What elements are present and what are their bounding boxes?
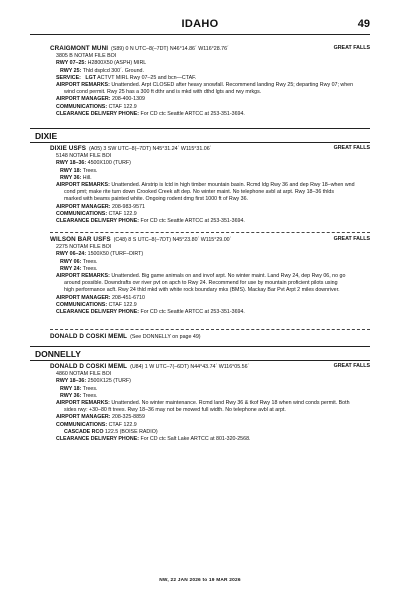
comm-label: COMMUNICATIONS:: [56, 301, 108, 308]
comm-text: CTAF 122.9: [108, 301, 137, 308]
elevation-notam: 4860 NOTAM FILE BOI: [56, 371, 112, 378]
remarks-text-cont: around possible. Downdrafts ovr river pvt on apch to Rwy 24. Recommend for use by mountain proficient pilots using: [64, 280, 338, 287]
remarks-text-cont: high performance acft. Rwy 24 thld mkd with white rock boundary mks (BMS). Mackay Bar Pvt Arpt 2 miles downriver.: [64, 287, 340, 294]
runway-end-label: RWY 24:: [60, 265, 82, 272]
entry-separator: [50, 329, 370, 330]
manager-phone: 208-451-6710: [111, 294, 145, 301]
region-label: GREAT FALLS: [333, 145, 370, 151]
elevation-notam: 2275 NOTAM FILE BOI: [56, 244, 112, 251]
service-sub-label: LGT: [85, 74, 96, 81]
remarks-text-cont: sides rwy: +30–80 ft trees. Rwy 18–36 may not be mowed full width. No telephone avbl at arpt.: [64, 407, 286, 414]
clearance-label: CLEARANCE DELIVERY PHONE:: [56, 436, 139, 443]
airport-info: (A05) 3 SW UTC–8(–7DT) N45°31.24´ W115°31.06´: [88, 146, 212, 152]
header-rule: [30, 34, 370, 35]
page-number: 49: [357, 18, 370, 30]
state-title: IDAHO: [181, 18, 219, 30]
runway-end-label: RWY 18:: [60, 385, 82, 392]
airport-name: DONALD D COSKI MEML: [50, 363, 128, 370]
clearance-text: For CD ctc Salt Lake ARTCC at 801-320-2568.: [140, 436, 251, 443]
comm-label: COMMUNICATIONS:: [56, 210, 108, 217]
clearance-label: CLEARANCE DELIVERY PHONE:: [56, 110, 139, 117]
entry-separator: [50, 232, 370, 233]
section-title-dixie: DIXIE: [35, 131, 58, 141]
cross-reference: [50, 333, 201, 340]
runway-text: 1500X50 (TURF–DIRT): [87, 251, 144, 258]
runway-text: H2800X50 (ASPH) MIRL: [87, 60, 147, 67]
section-rule: [30, 142, 370, 143]
xref-link[interactable]: (See DONNELLY on page 49): [130, 334, 201, 340]
runway-label: RWY 18–36:: [56, 160, 87, 167]
runway-end-label: RWY 18:: [60, 167, 82, 174]
service-text: ACTVT MIRL Rwy 07–25 and bcn—CTAF.: [97, 74, 197, 81]
runway-label: RWY 18–36:: [56, 378, 87, 385]
section-rule: [30, 360, 370, 361]
clearance-text: For CD ctc Seattle ARTCC at 253-351-3694.: [140, 309, 245, 316]
comm-label: COMMUNICATIONS:: [56, 421, 108, 428]
elevation-notam: 3805 B NOTAM FILE BOI: [56, 53, 117, 60]
section-title-donnelly: DONNELLY: [35, 349, 81, 359]
remarks-text-cont: wind cond permit. Rwy 25 has a 300 ft dthr and is mkd with dthd lgts and rwy mrkgs.: [64, 89, 262, 96]
airport-info: (C48) 8 S UTC–8(–7DT) N45°23.80´ W115°29.00´: [113, 237, 232, 243]
runway-end-text: Trees.: [82, 258, 98, 265]
section-rule: [30, 128, 370, 129]
runway-end-text: Thld dsplcd 300´. Ground.: [82, 67, 144, 74]
remarks-text-cont: cond pmt; make rite turn down Crooked Creek aft dep. No winter maint. No telephone avbl at arpt. Rwy 18–36 thlds: [64, 189, 334, 196]
runway-label: RWY 07–25:: [56, 60, 87, 67]
elevation-notam: 5148 NOTAM FILE BOI: [56, 153, 112, 160]
airport-entry-coski: [50, 363, 370, 443]
airport-entry-dixie: [50, 145, 370, 225]
runway-end-text: Trees.: [82, 392, 98, 399]
airport-entry-craigmont: [50, 45, 370, 118]
manager-label: AIRPORT MANAGER:: [56, 96, 111, 103]
remarks-label: AIRPORT REMARKS:: [56, 82, 110, 89]
clearance-label: CLEARANCE DELIVERY PHONE:: [56, 309, 139, 316]
manager-label: AIRPORT MANAGER:: [56, 414, 111, 421]
remarks-text: Unattended. Big game animals on and invof arpt. No winter maint. Land Rwy 24, dep Rwy 06, no go: [111, 273, 346, 280]
comm-text: CTAF 122.9: [108, 103, 137, 110]
runway-end-label: RWY 06:: [60, 258, 82, 265]
manager-phone: 208-400-1309: [111, 96, 145, 103]
airport-name: CRAIGMONT MUNI: [50, 45, 109, 52]
comm-text: CTAF 122.9: [108, 210, 137, 217]
remarks-text-cont: marked with beams painted white. Ongoing rodent dmg first 1000 ft of Rwy 36.: [64, 196, 249, 203]
runway-end-label: RWY 36:: [60, 174, 82, 181]
airport-name: DIXIE USFS: [50, 145, 86, 152]
runway-label: RWY 06–24:: [56, 251, 87, 258]
page-header: [0, 18, 400, 32]
airport-info: (S89) 0 N UTC–8(–7DT) N46°14.86´ W116°28.76´: [111, 46, 229, 52]
airport-entry-wilson-bar: [50, 236, 370, 316]
rco-label: CASCADE RCO: [64, 428, 104, 435]
clearance-text: For CD ctc Seattle ARTCC at 253-351-3694.: [140, 218, 245, 225]
airport-info: (U84) 1 W UTC–7(–6DT) N44°43.74´ W116°05.56´: [130, 364, 250, 370]
comm-text: CTAF 122.9: [108, 421, 137, 428]
runway-end-text: Trees.: [82, 385, 98, 392]
manager-phone: 208-983-9571: [111, 203, 145, 210]
manager-label: AIRPORT MANAGER:: [56, 203, 111, 210]
manager-label: AIRPORT MANAGER:: [56, 294, 111, 301]
remarks-text: Unattended. Arpt CLOSED after heavy snowfall. Recommend landing Rwy 25; departing Rwy 07; when: [111, 82, 354, 89]
region-label: GREAT FALLS: [333, 363, 370, 369]
clearance-label: CLEARANCE DELIVERY PHONE:: [56, 218, 139, 225]
remarks-label: AIRPORT REMARKS:: [56, 273, 110, 280]
runway-end-label: RWY 25:: [60, 67, 82, 74]
remarks-label: AIRPORT REMARKS:: [56, 182, 110, 189]
manager-phone: 208-325-8859: [111, 414, 145, 421]
remarks-label: AIRPORT REMARKS:: [56, 400, 110, 407]
comm-label: COMMUNICATIONS:: [56, 103, 108, 110]
runway-text: 2500X125 (TURF): [87, 378, 131, 385]
xref-name: DONALD D COSKI MEML: [50, 333, 128, 340]
effective-dates-footer: NW, 22 JAN 2026 to 19 MAR 2026: [159, 578, 241, 583]
runway-end-text: Trees.: [82, 167, 98, 174]
section-rule: [30, 346, 370, 347]
runway-end-text: Hill.: [82, 174, 92, 181]
region-label: GREAT FALLS: [333, 236, 370, 242]
remarks-text: Unattended. Airstrip is lctd in high timber mountain basin. Rcmd ldg Rwy 36 and dep Rwy 18–when wnd: [111, 182, 355, 189]
clearance-text: For CD ctc Seattle ARTCC at 253-351-3694.: [140, 110, 245, 117]
remarks-text: Unattended. No winter maintenance. Rcmd land Rwy 36 & tkof Rwy 18 when wind conds permit. Both: [111, 400, 350, 407]
airport-name: WILSON BAR USFS: [50, 236, 111, 243]
runway-text: 4500X100 (TURF): [87, 160, 131, 167]
service-label: SERVICE:: [56, 74, 81, 81]
runway-end-label: RWY 36:: [60, 392, 82, 399]
runway-end-text: Trees.: [82, 265, 98, 272]
rco-text: 122.5 (BOISE RADIO): [104, 428, 158, 435]
region-label: GREAT FALLS: [333, 45, 370, 51]
